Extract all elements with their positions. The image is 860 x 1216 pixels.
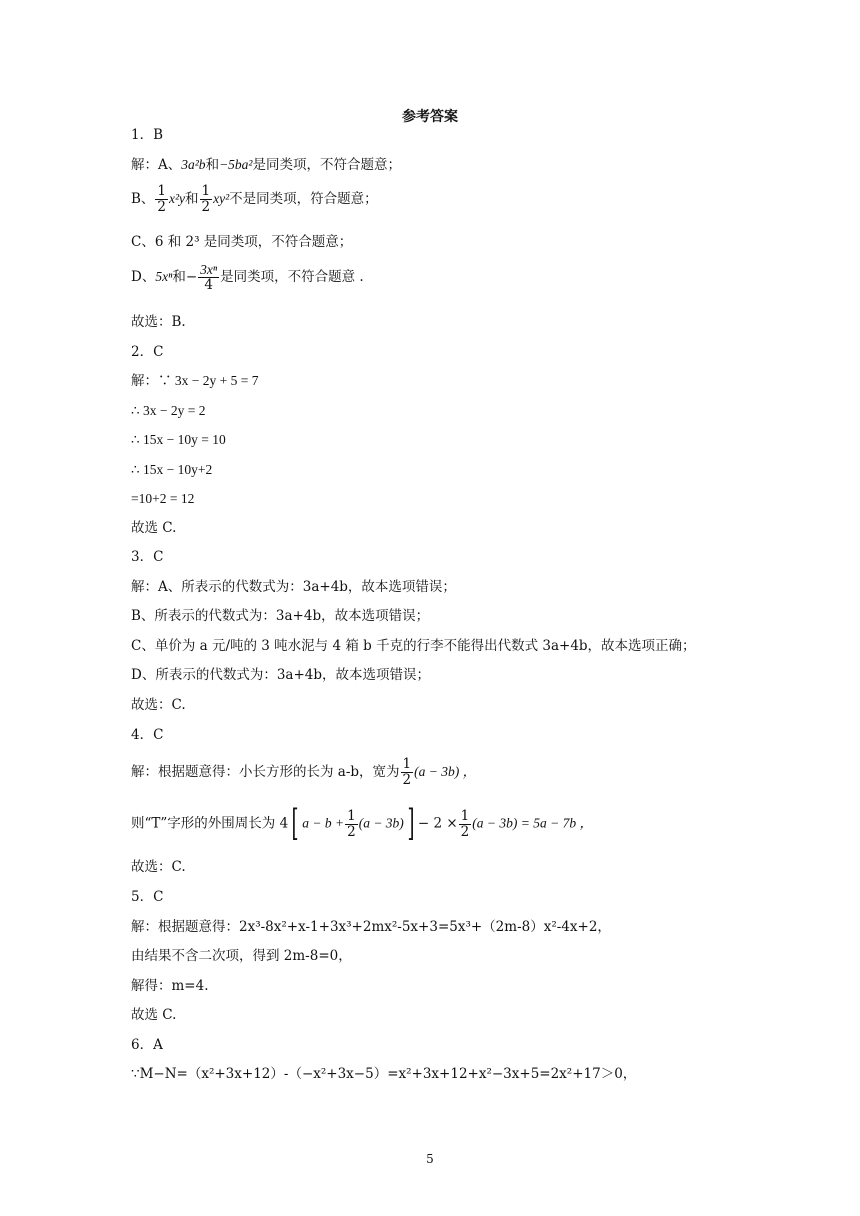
q3-option-b: B、所表示的代数式为：3a+4b，故本选项错误； — [131, 608, 430, 624]
q6-step-1: ∵M−N=（x²+3x+12）-（−x²+3x−5）=x²+3x+12+x²−3x+5=2x²+17＞0， — [131, 1066, 637, 1082]
q5-step-2: 由结果不含二次项，得到 2m-8=0， — [131, 948, 352, 964]
page-title: 参考答案 — [402, 109, 458, 125]
q5-head: 5．C — [131, 889, 164, 905]
q6-head: 6．A — [131, 1037, 163, 1053]
q2-step-5: =10+2 = 12 — [131, 491, 195, 506]
page-number: 5 — [426, 1152, 434, 1166]
q1-head: 1．B — [131, 127, 164, 143]
q2-answer: 故选 C. — [131, 520, 177, 536]
q3-option-a: 解：A、所表示的代数式为：3a+4b，故本选项错误； — [131, 579, 456, 595]
q4-step-2: 则“T”字形的外围周长为 4[ a − b + $\frac{1}{2}$ (a − 3b)] − 2 × $\frac{1}{2}$ (a − 3b) = 5a − 7b ， — [131, 803, 593, 844]
q2-step-4: ∴ 15x − 10y+2 — [131, 462, 213, 477]
q1-option-a: 解：A、3a²b和−5ba²是同类项，不符合题意； — [131, 157, 401, 173]
q5-step-1: 解：根据题意得：2x³-8x²+x-1+3x³+2mx²-5x+3=5x³+（2m-8）x²-4x+2， — [131, 919, 611, 935]
q1-option-d: D、5xⁿ和− $\frac{\text{3xⁿ}}{4}$ 是同类项，不符合题意 . — [131, 262, 364, 293]
q2-step-2: ∴ 3x − 2y = 2 — [131, 403, 206, 418]
q4-answer: 故选：C. — [131, 859, 186, 875]
q5-answer: 故选 C. — [131, 1007, 177, 1023]
q2-step-1: 解：∵ 3x − 2y + 5 = 7 — [131, 373, 259, 388]
q4-step-1: 解：根据题意得：小长方形的长为 a-b，宽为 $\frac{1}{2}$ (a − 3b) ， — [131, 756, 477, 788]
q1-option-b: B、 $\frac{1}{2}$ x²y和 $\frac{1}{2}$ xy²不是同类项，符合题意； — [131, 183, 378, 215]
q5-step-3: 解得：m=4. — [131, 978, 209, 994]
q3-option-d: D、所表示的代数式为：3a+4b，故本选项错误； — [131, 667, 431, 683]
q4-head: 4．C — [131, 727, 164, 743]
q2-step-3: ∴ 15x − 10y = 10 — [131, 432, 226, 447]
q1-option-c: C、6 和 2³ 是同类项，不符合题意； — [131, 234, 353, 250]
q3-option-c: C、单价为 a 元/吨的 3 吨水泥与 4 箱 b 千克的行李不能得出代数式 3a+4b，故本选项正确； — [131, 638, 696, 654]
q3-head: 3．C — [131, 549, 164, 565]
q1-answer: 故选：B. — [131, 314, 186, 330]
q2-head: 2．C — [131, 344, 164, 360]
q3-answer: 故选：C. — [131, 697, 186, 713]
